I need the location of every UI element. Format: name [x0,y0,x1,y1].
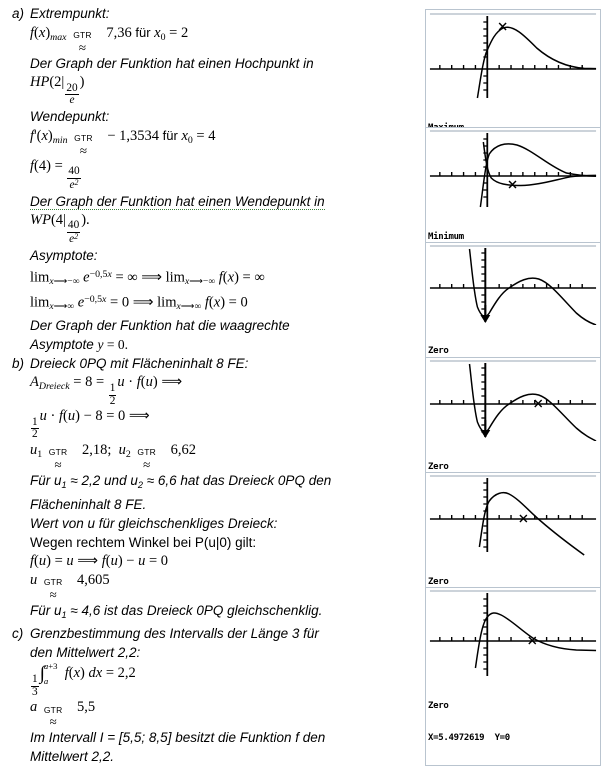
gtr-label: GTR [137,447,156,458]
approx-sign: ≈ [49,714,57,729]
part-block-c [0,624,418,766]
word-fuer-1: für [135,25,151,40]
gtr-label: GTR [73,30,92,41]
calc-panel-zero-4[interactable] [425,587,601,766]
part-block-b [0,354,418,624]
equation-u1-u2: $u_1$ GTR ≈ 2,18; $u_2$ GTR ≈ 6,62 [30,441,196,472]
equation-area-zero: $\frac{1}{2}$ u · f(u) − 8 = 0 ⟹ [32,408,150,441]
value-55: 5,5 [77,699,96,716]
gtr-approx-marker [73,31,92,54]
text-fuer-u-a: Für u [30,472,62,488]
equation-limit-plus-inf: limx⟶∞ $e^{-0,5x} = 0$ ⟹ limx⟶∞ f(x) = 0 [30,294,248,313]
value-4605: 4,605 [77,571,110,588]
value-neg13534: − 1,3534 [107,127,160,144]
heading-hochpunkt: Der Graph der Funktion hat einen Hochpunkt in [30,55,314,71]
value-x0-2: 2 [180,25,189,41]
heading-wendepunkt-text: Der Graph der Funktion hat einen Wendepunkt in [30,193,325,209]
equation-fprime-min: $f'(x)_{min}$ GTR ≈ − 1,3534 für $x_0 = 4$ [30,127,216,158]
gtr-label: GTR [48,447,68,458]
approx-sign: ≈ [54,456,62,472]
equation-wp: WP(4| $\frac{40}{e^2}$ ). [30,211,90,246]
heading-wert-von-u: Wert von u für gleichschenkliges Dreieck: [30,515,278,531]
equation-fu-equals-u: f(u) = u ⟹ f(u) − u = 0 [30,552,169,569]
text-fuer-u46-b: ≈ 4,6 ist das Dreieck 0PQ gleichschenklig. [66,602,323,618]
heading-fuer-u-8fe: Für $u_1 \approx 2,2$ und $u_2 \approx 6,6$ hat das Dreieck 0PQ den [30,472,332,490]
calc-mode-label: Minimum [428,232,464,242]
heading-grenz-2: den Mittelwert 2,2: [30,645,141,661]
value-736: 7,36 [106,25,132,41]
part-body-a [30,4,418,354]
heading-flaecheninhalt: Flächeninhalt 8 FE. [30,496,147,512]
calc-readout-zero-4 [426,680,600,765]
heading-extrempunkt: Extrempunkt: [30,6,110,21]
calc-coords [428,733,600,744]
value-662: 6,62 [170,441,196,458]
part-label-c: c) [12,626,24,642]
calc-graph-maximum [426,10,600,102]
gtr-approx-marker [44,578,63,601]
equation-hp: HP(2| $\frac{20}{e}$ ) [30,73,85,107]
heading-im-intervall: Im Intervall I = [5,5; 8,5] besitzt die Funktion f den [30,730,326,745]
approx-sign: ≈ [78,39,87,55]
gtr-label: GTR [43,577,63,587]
heading-wendepunkt: Wendepunkt: [30,108,110,124]
equation-f4: f(4) = $\frac{40}{e^2}$ [30,157,80,192]
calc-x-value: X=5.4972619 [428,732,485,743]
heading-asymptote-y0: Asymptote y = 0. [30,337,129,353]
calc-mode-label: Zero [428,701,449,711]
part-body-c [30,624,418,766]
equation-fmax: $f(x)_{max}$ GTR ≈ 7,36 für $x_0 = 2$ [30,25,189,55]
heading-dreieck: Dreieck 0PQ mit Flächeninhalt 8 FE: [30,356,249,372]
heading-wendepunkt-line [30,192,414,211]
calc-graph-zero-3 [426,473,600,556]
part-label-a: a) [12,6,25,21]
calc-graph-zero-2 [426,358,600,441]
equation-a-55: a GTR ≈ 5,5 [30,699,96,729]
approx-sign: ≈ [79,142,87,158]
calc-mode-label: Zero [428,577,449,587]
approx-sign: ≈ [143,456,151,472]
heading-asymptote: Asymptote: [30,247,98,263]
calc-graph-minimum [426,128,600,211]
calc-mode-label: Zero [428,462,449,472]
word-fuer-2: für [162,127,178,143]
equation-mean-integral: $\frac{1}{3}$ ∫ a+3 a f(x) dx = 2,2 [32,660,136,698]
text-fuer-u-b: ≈ 2,2 und u [66,472,138,488]
text-fuer-u46-a: Für u [30,602,62,618]
text-fuer-u-c: ≈ 6,6 hat das Dreieck 0PQ den [142,472,332,488]
value-218: 2,18; [81,441,112,458]
value-x0-4: 4 [208,127,216,144]
calculator-screens-column [418,0,612,743]
part-body-b [30,354,418,624]
gtr-label: GTR [74,133,93,144]
gtr-approx-marker [137,448,156,471]
approx-sign: ≈ [49,586,57,602]
equation-area-dreieck: $A_{Dreieck} = 8$ = $\frac{1}{2}$ u · f(u) ⟹ [30,374,183,407]
heading-fuer-u-46: Für $u_1 \approx 4,6$ ist das Dreieck 0PQ gleichschenklig. [30,602,323,620]
text-wegen-winkel: Wegen rechtem Winkel bei P(u|0) gilt: [30,534,257,550]
part-block-a [0,4,418,354]
part-label-b: b) [12,356,25,372]
gtr-label: GTR [43,704,63,715]
calc-y-value: Y=0 [494,732,510,743]
heading-waagrechte: Der Graph der Funktion hat die waagrechte [30,318,290,334]
heading-grenz-1: Grenzbestimmung des Intervalls der Länge 3 für [30,626,319,642]
calc-graph-zero-4 [426,588,600,680]
calc-graph-zero-1 [426,243,600,325]
calc-mode-label: Zero [428,346,449,356]
equation-limit-minus-inf: limx⟶−∞ $e^{-0,5x}$ = ∞ ⟹ limx⟶−∞ f(x) = ∞ [30,268,265,287]
gtr-approx-marker [49,448,68,471]
gtr-approx-marker [44,706,63,729]
gtr-approx-marker [74,134,93,157]
equation-u-4605: u GTR ≈ 4,605 [30,571,110,602]
heading-mittelwert: Mittelwert 2,2. [30,749,115,764]
